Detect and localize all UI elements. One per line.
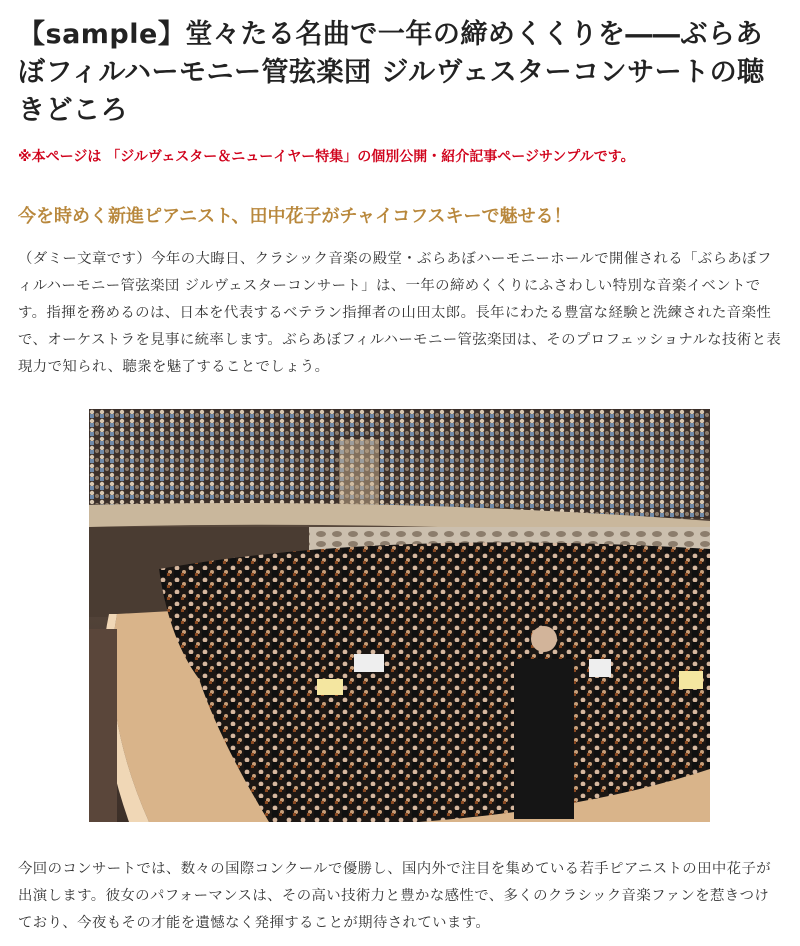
- music-stand: [589, 659, 611, 677]
- audience-upper-tier: [89, 409, 710, 519]
- article-title: 【sample】堂々たる名曲で一年の締めくくりを――ぶらあぼフィルハーモニー管弦楽団 ジルヴェスターコンサートの聴きどころ: [18, 19, 765, 126]
- left-audience: [89, 629, 117, 822]
- music-stand: [354, 654, 384, 672]
- music-stand: [317, 679, 343, 695]
- performer-paragraph: 今回のコンサートでは、数々の国際コンクールで優勝し、国内外で注目を集めている若手ピアニストの田中花子が出演します。彼女のパフォーマンスは、その高い技術力と豊かな感性で、多くのクラシック音楽ファンを惹きつけており、今夜もその才能を遺憾なく発揮することが期待されています。: [18, 861, 772, 931]
- section-subheading: 今を時めく新進ピアニスト、田中花子がチャイコフスキーで魅せる！: [18, 206, 572, 227]
- conductor-figure: [514, 659, 574, 819]
- music-stand: [679, 671, 703, 689]
- stair-lights: [339, 439, 379, 509]
- conductor-head: [531, 626, 557, 652]
- intro-paragraph: （ダミー文章です）今年の大晦日、クラシック音楽の殿堂・ぶらあぼハーモニーホールで開催される「ぶらあぼフィルハーモニー管弦楽団 ジルヴェスターコンサート」は、一年の締めくくりにふさわしい特別な音楽イベントです。指揮を務めるのは、日本を代表するベテラン指揮者の山田太郎。長年にわたる豊富な経験と洗練された音楽性で、オーケストラを見事に統率します。ぶらあぼフィルハーモニー管弦楽団は、そのプロフェッショナルな技術と表現力で知られ、聴衆を魅了することでしょう。: [18, 251, 782, 375]
- sample-notice: ※本ページは 「ジルヴェスター＆ニューイヤー特集」の個別公開・紹介記事ページサンプルです。: [18, 149, 635, 165]
- orchestra-photo: [89, 409, 710, 822]
